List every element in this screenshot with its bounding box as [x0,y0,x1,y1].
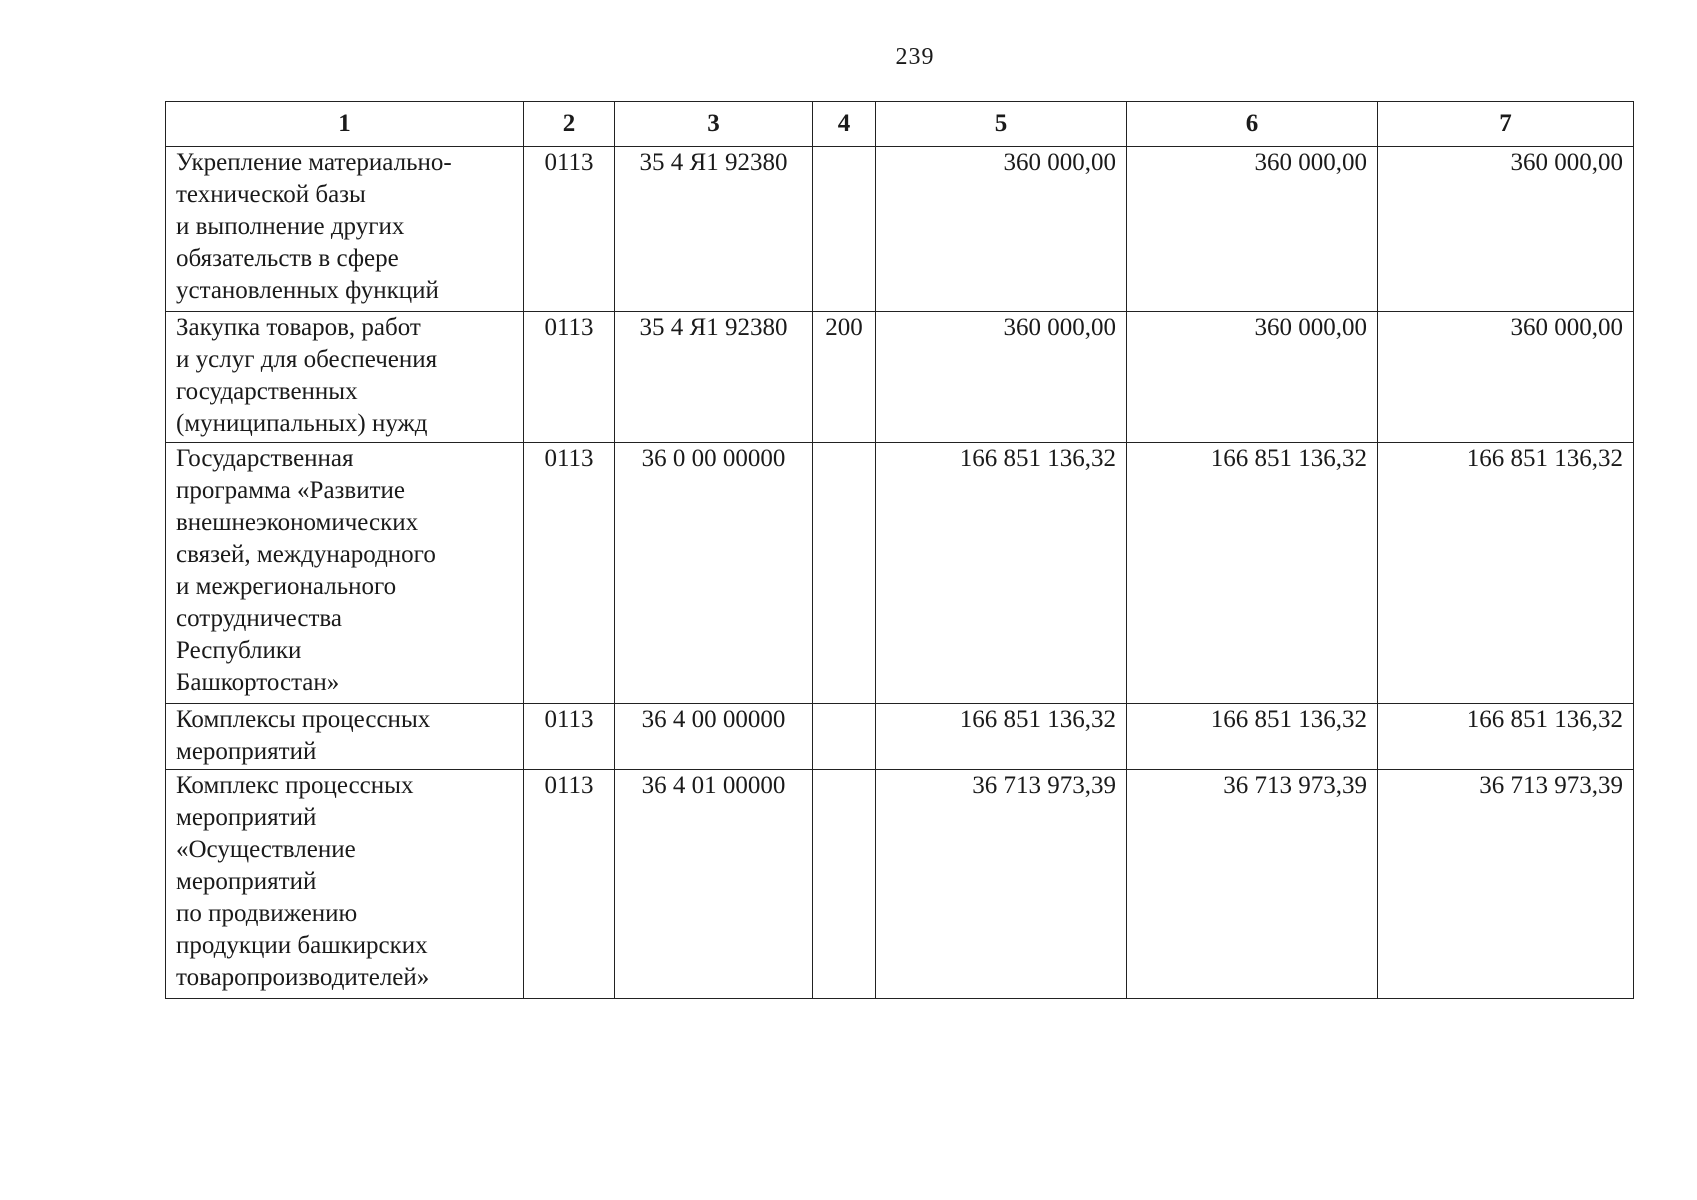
row-name-cell [166,770,524,999]
amount-cell-1: 166 851 136,32 [876,443,1127,704]
row-name-line: установленных функций [176,277,439,304]
column-header-2: 2 [524,102,615,147]
amount-cell-3: 166 851 136,32 [1378,443,1634,704]
row-name-line: товаропроизводителей» [176,964,430,991]
row-name-line: Республики [176,637,302,664]
column-header-1: 1 [166,102,524,147]
target-code-cell: 36 0 00 00000 [615,443,813,704]
table-row [166,312,1634,443]
row-name-cell [166,312,524,443]
expense-type-cell [813,704,876,770]
header-row [166,102,1634,147]
section-code-cell: 0113 [524,704,615,770]
target-code-cell: 36 4 01 00000 [615,770,813,999]
row-name-line: Укрепление материально- [176,149,452,176]
target-code-cell: 35 4 Я1 92380 [615,312,813,443]
amount-cell-2: 36 713 973,39 [1127,770,1378,999]
row-name-line: и услуг для обеспечения [176,346,438,373]
row-name-cell [166,147,524,312]
amount-cell-2: 166 851 136,32 [1127,704,1378,770]
amount-cell-2: 360 000,00 [1127,312,1378,443]
row-name-line: программа «Развитие [176,477,406,504]
expense-type-cell [813,770,876,999]
row-name-line: (муниципальных) нужд [176,410,428,437]
expense-type-cell [813,147,876,312]
column-header-3: 3 [615,102,813,147]
amount-cell-3: 166 851 136,32 [1378,704,1634,770]
expense-type-cell: 200 [813,312,876,443]
amount-cell-3: 360 000,00 [1378,147,1634,312]
row-name-line: технической базы [176,181,366,208]
row-name-line: мероприятий [176,738,317,765]
target-code-cell: 36 4 00 00000 [615,704,813,770]
page-number: 239 [895,44,935,70]
row-name-line: связей, международного [176,541,436,568]
row-name-cell [166,704,524,770]
row-name-line: и межрегионального [176,573,397,600]
budget-table [165,101,1634,999]
row-name-line: сотрудничества [176,605,342,632]
row-name-line: внешнеэкономических [176,509,419,536]
target-code-cell: 35 4 Я1 92380 [615,147,813,312]
row-name-line: Комплекс процессных [176,772,414,799]
row-name-line: государственных [176,378,358,405]
column-header-4: 4 [813,102,876,147]
row-name-line: Государственная [176,445,354,472]
column-header-5: 5 [876,102,1127,147]
column-header-6: 6 [1127,102,1378,147]
table-row [166,704,1634,770]
amount-cell-3: 360 000,00 [1378,312,1634,443]
table-row [166,443,1634,704]
expense-type-cell [813,443,876,704]
row-name-line: по продвижению [176,900,358,927]
row-name-line: Закупка товаров, работ [176,314,421,341]
amount-cell-2: 360 000,00 [1127,147,1378,312]
row-name-line: и выполнение других [176,213,405,240]
row-name-line: «Осуществление [176,836,356,863]
amount-cell-1: 360 000,00 [876,312,1127,443]
row-name-cell [166,443,524,704]
section-code-cell: 0113 [524,770,615,999]
section-code-cell: 0113 [524,443,615,704]
amount-cell-1: 36 713 973,39 [876,770,1127,999]
row-name-line: обязательств в сфере [176,245,399,272]
row-name-line: мероприятий [176,868,317,895]
amount-cell-1: 166 851 136,32 [876,704,1127,770]
amount-cell-2: 166 851 136,32 [1127,443,1378,704]
table-row [166,770,1634,999]
amount-cell-3: 36 713 973,39 [1378,770,1634,999]
column-header-7: 7 [1378,102,1634,147]
row-name-line: мероприятий [176,804,317,831]
row-name-line: продукции башкирских [176,932,428,959]
section-code-cell: 0113 [524,147,615,312]
row-name-line: Комплексы процессных [176,706,431,733]
row-name-line: Башкортостан» [176,669,340,696]
table-row [166,147,1634,312]
amount-cell-1: 360 000,00 [876,147,1127,312]
section-code-cell: 0113 [524,312,615,443]
